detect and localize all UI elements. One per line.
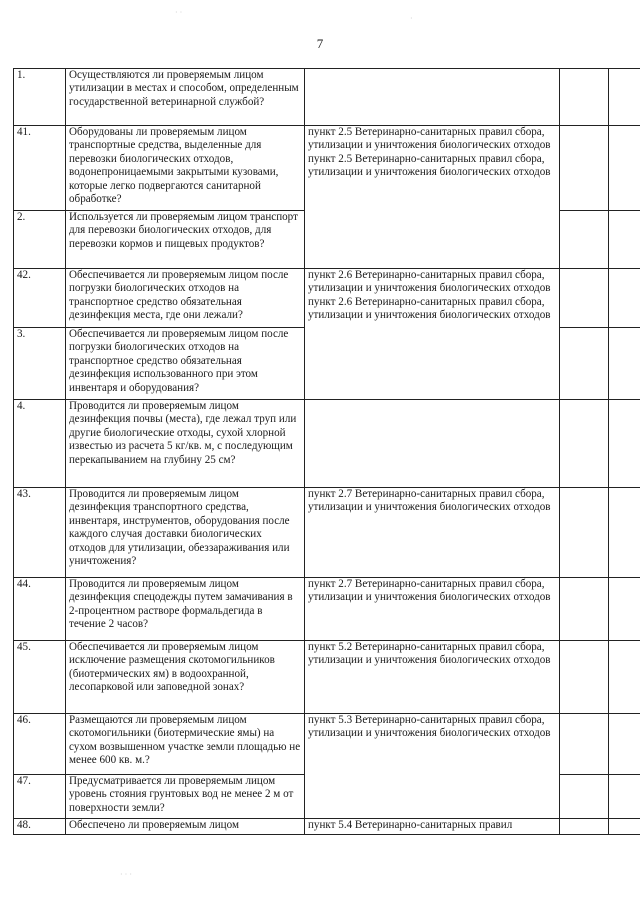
- note-cell: [609, 714, 640, 775]
- answer-cell: [560, 641, 609, 714]
- question-cell: Обеспечено ли проверяемым лицом: [66, 819, 305, 835]
- table-row: [14, 488, 640, 578]
- note-cell: [609, 328, 640, 400]
- reference-cell: пункт 2.7 Ветеринарно-санитарных правил сбора, утилизации и уничтожения биологических отходов: [305, 488, 560, 578]
- reference-cell: пункт 5.4 Ветеринарно-санитарных правил: [305, 819, 560, 835]
- reference-cell: [305, 126, 560, 269]
- question-cell: Оборудованы ли проверяемым лицом транспортные средства, выделенные для перевозки биологических отходов, водонепроницаемыми закрытыми кузовами, которые легко подвергаются санитарной обработке?: [66, 126, 305, 211]
- note-cell: [609, 69, 640, 126]
- table-row: [14, 69, 640, 126]
- reference-cell: пункт 5.3 Ветеринарно-санитарных правил сбора, утилизации и уничтожения биологических отходов: [305, 714, 560, 819]
- table-row: [14, 819, 640, 835]
- table-row: [14, 269, 640, 328]
- answer-cell: [560, 819, 609, 835]
- note-cell: [609, 400, 640, 488]
- question-cell: Проводится ли проверяемым лицом дезинфекция спецодежды путем замачивания в 2-процентном растворе формальдегида в течение 2 часов?: [66, 578, 305, 641]
- answer-cell: [560, 211, 609, 269]
- reference-cell: [305, 269, 560, 400]
- question-cell: Осуществляются ли проверяемым лицом утилизации в местах и способом, определенным государственной ветеринарной службой?: [66, 69, 305, 126]
- row-number: 2.: [14, 211, 66, 269]
- scan-speck: ·: [410, 14, 413, 23]
- answer-cell: [560, 775, 609, 819]
- answer-cell: [560, 714, 609, 775]
- note-cell: [609, 126, 640, 211]
- row-number: 43.: [14, 488, 66, 578]
- row-number: 48.: [14, 819, 66, 835]
- answer-cell: [560, 126, 609, 211]
- row-number: 45.: [14, 641, 66, 714]
- row-number: 41.: [14, 126, 66, 211]
- scan-speck: · ·: [175, 8, 183, 17]
- table-row: [14, 400, 640, 488]
- answer-cell: [560, 69, 609, 126]
- reference-cell: [305, 400, 560, 488]
- row-number: 44.: [14, 578, 66, 641]
- answer-cell: [560, 328, 609, 400]
- question-cell: Размещаются ли проверяемым лицом скотомогильники (биотермические ямы) на сухом возвышенном участке земли площадью не менее 600 кв. м.?: [66, 714, 305, 775]
- answer-cell: [560, 400, 609, 488]
- table-row: [14, 641, 640, 714]
- table-row: [14, 126, 640, 211]
- note-cell: [609, 578, 640, 641]
- reference-text: пункт 2.5 Ветеринарно-санитарных правил сбора, утилизации и уничтожения биологических отходов пункт 2.5 Ветеринарно-санитарных правил сбора, утилизации и уничтожения биологических отходов: [308, 126, 551, 179]
- reference-cell: [305, 69, 560, 126]
- question-cell: Обеспечивается ли проверяемым лицом после погрузки биологических отходов на транспортное средство обязательная дезинфекция места, где они лежали?: [66, 269, 305, 328]
- note-cell: [609, 819, 640, 835]
- note-cell: [609, 641, 640, 714]
- question-cell: Проводится ли проверяемым лицом дезинфекция почвы (места), где лежал труп или другие биологические отходы, сухой хлорной известью из расчета 5 кг/кв. м, с последующим перекапыванием на глубину 25 см?: [66, 400, 305, 488]
- row-number: 42.: [14, 269, 66, 328]
- row-number: 46.: [14, 714, 66, 775]
- note-cell: [609, 488, 640, 578]
- answer-cell: [560, 488, 609, 578]
- row-number: 4.: [14, 400, 66, 488]
- table-row: [14, 714, 640, 775]
- table-row: [14, 578, 640, 641]
- scan-speck: · · ·: [120, 870, 132, 879]
- checklist-table: [13, 68, 640, 835]
- reference-cell: пункт 5.2 Ветеринарно-санитарных правил сбора, утилизации и уничтожения биологических отходов: [305, 641, 560, 714]
- answer-cell: [560, 269, 609, 328]
- reference-text: пункт 2.6 Ветеринарно-санитарных правил сбора, утилизации и уничтожения биологических отходов пункт 2.6 Ветеринарно-санитарных правил сбора, утилизации и уничтожения биологических отходов: [308, 269, 551, 322]
- page-number: 7: [316, 36, 324, 51]
- question-cell: Обеспечивается ли проверяемым лицом исключение размещения скотомогильников (биотермических ям) в водоохранной, лесопарковой или заповедной зонах?: [66, 641, 305, 714]
- note-cell: [609, 269, 640, 328]
- question-cell: Используется ли проверяемым лицом транспорт для перевозки биологических отходов, для перевозки кормов и пищевых продуктов?: [66, 211, 305, 269]
- row-number: 1.: [14, 69, 66, 126]
- question-cell: Предусматривается ли проверяемым лицом уровень стояния грунтовых вод не менее 2 м от поверхности земли?: [66, 775, 305, 819]
- answer-cell: [560, 578, 609, 641]
- row-number: 47.: [14, 775, 66, 819]
- question-cell: Обеспечивается ли проверяемым лицом после погрузки биологических отходов на транспортное средство обязательная дезинфекция использованного при этом инвентаря и оборудования?: [66, 328, 305, 400]
- note-cell: [609, 211, 640, 269]
- note-cell: [609, 775, 640, 819]
- row-number: 3.: [14, 328, 66, 400]
- question-cell: Проводится ли проверяемым лицом дезинфекция транспортного средства, инвентаря, инструментов, оборудования после каждого случая доставки биологических отходов для утилизации, обеззараживания или уничтожения?: [66, 488, 305, 578]
- reference-cell: пункт 2.7 Ветеринарно-санитарных правил сбора, утилизации и уничтожения биологических отходов: [305, 578, 560, 641]
